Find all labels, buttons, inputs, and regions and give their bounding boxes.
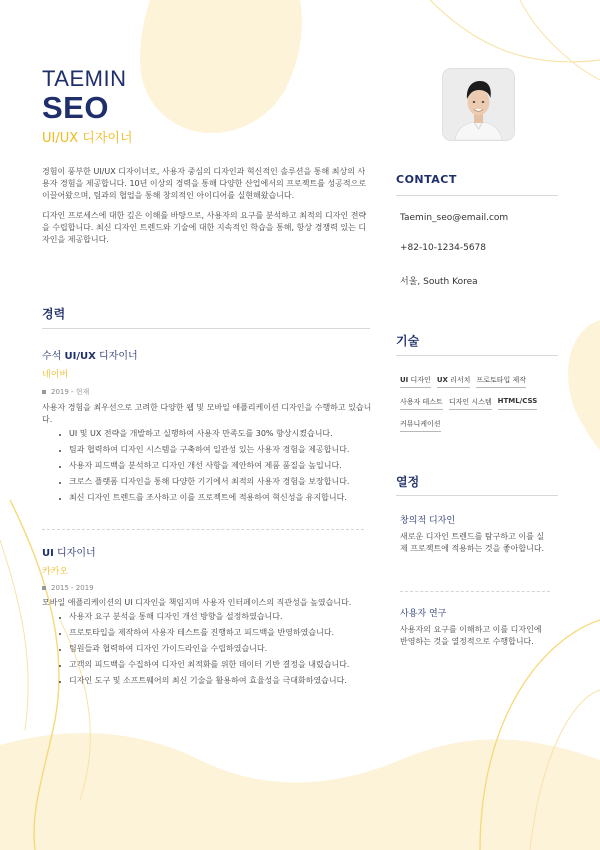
- intro-section: [42, 166, 370, 254]
- job-title: UI/UX 디자이너: [42, 131, 133, 146]
- job-entry-2: [42, 544, 372, 691]
- passion-heading: 열정: [396, 475, 420, 489]
- skill-tag: HTML/CSS: [498, 396, 538, 410]
- first-name: TAEMIN: [42, 66, 127, 91]
- job-company: 카카오: [42, 567, 69, 577]
- list-item: • 최신 디자인 트렌드를 조사하고 이를 프로젝트에 적용하여 혁신성을 유지합니다.: [69, 492, 372, 503]
- square-bullet-icon: [42, 586, 46, 590]
- passion-item-2: [400, 606, 550, 648]
- job-separator: [42, 529, 364, 530]
- contact-heading: CONTACT: [396, 173, 457, 186]
- passion-separator: [400, 591, 550, 592]
- job-role: 수석 UI/UX 디자이너: [42, 351, 138, 362]
- skill-tag: 디자인 시스템: [449, 396, 492, 410]
- job-role: UI 디자이너: [42, 548, 96, 559]
- job-bullets: [42, 611, 372, 686]
- contact-divider: [396, 195, 558, 196]
- profile-photo: [443, 69, 514, 140]
- skills-divider: [396, 355, 558, 356]
- skills-heading: 기술: [396, 334, 420, 348]
- contact-phone[interactable]: +82-10-1234-5678: [400, 243, 486, 253]
- list-item: • 팀과 협력하여 디자인 시스템을 구축하여 일관성 있는 사용자 경험을 제공합니다.: [69, 444, 372, 455]
- job-summary: 사용자 경험을 최우선으로 고려한 다양한 웹 및 모바일 애플리케이션 디자인을 수행하고 있습니다.: [42, 403, 372, 424]
- passion-divider: [396, 495, 558, 496]
- skill-tag: UX 리서치: [437, 374, 471, 388]
- list-item: • 팀원들과 협력하여 디자인 가이드라인을 수립하였습니다.: [69, 643, 372, 654]
- job-bullets: [42, 428, 372, 503]
- list-item: • 사용자 피드백을 분석하고 디자인 개선 사항을 제안하여 제품 품질을 높입니다.: [69, 460, 372, 471]
- job-period: 2015 - 2019: [42, 584, 372, 592]
- passion-title: 사용자 연구: [400, 609, 447, 619]
- list-item: • 프로토타입을 제작하여 사용자 테스트를 진행하고 피드백을 반영하였습니다.: [69, 627, 372, 638]
- contact-location: 서울, South Korea: [400, 277, 478, 287]
- list-item: • 디자인 도구 및 소프트웨어의 최신 기술을 활용하여 효율성을 극대화하였습니다.: [69, 675, 372, 686]
- job-summary: 모바일 애플리케이션의 UI 디자인을 책임지며 사용자 인터페이스의 직관성을 높였습니다.: [42, 598, 352, 607]
- list-item: • 고객의 피드백을 수집하여 디자인 최적화를 위한 데이터 기반 결정을 내렸습니다.: [69, 659, 372, 670]
- skills-tags: [400, 374, 560, 440]
- intro-paragraph-2: 디자인 프로세스에 대한 깊은 이해를 바탕으로, 사용자의 요구를 분석하고 최적의 디자인 전략을 수립합니다. 최신 디자인 트렌드와 기술에 대한 지속적인 학습을 통해, 항상 경쟁력 있는 디자인을 제공합니다.: [42, 211, 367, 244]
- list-item: • 크로스 플랫폼 디자인을 통해 다양한 기기에서 최적의 사용자 경험을 보장합니다.: [69, 476, 372, 487]
- experience-heading: 경력: [42, 307, 66, 321]
- list-item: • 사용자 요구 분석을 통해 디자인 개선 방향을 설정하였습니다.: [69, 611, 372, 622]
- skill-tag: 프로토타입 제작: [476, 374, 526, 388]
- experience-divider: [42, 328, 370, 329]
- person-avatar-icon: [443, 69, 514, 140]
- passion-desc: 새로운 디자인 트렌드를 탐구하고 이를 실제 프로젝트에 적용하는 것을 좋아합니다.: [400, 532, 545, 553]
- passion-desc: 사용자의 요구를 이해하고 이를 디자인에 반영하는 것을 열정적으로 수행합니다.: [400, 625, 542, 646]
- intro-paragraph-1: 경험이 풍부한 UI/UX 디자이너로, 사용자 중심의 디자인과 혁신적인 솔루션을 통해 최상의 사용자 경험을 제공합니다. 10년 이상의 경력을 통해 다양한 산업에서의 프로젝트를 성공적으로 이끌어왔으며, 팀과의 협업을 통해 창의적인 아이디어를 실현해왔습니다.: [42, 167, 367, 200]
- job-entry-1: [42, 347, 372, 508]
- last-name: SEO: [42, 90, 109, 125]
- list-item: • UI 및 UX 전략을 개발하고 실행하여 사용자 만족도를 30% 향상시켰습니다.: [69, 428, 372, 439]
- skill-tag: 커뮤니케이션: [400, 418, 441, 432]
- passion-title: 창의적 디자인: [400, 516, 456, 526]
- skill-tag: 사용자 테스트: [400, 396, 443, 410]
- job-company: 네이버: [42, 370, 69, 380]
- square-bullet-icon: [42, 390, 46, 394]
- contact-email[interactable]: Taemin_seo@email.com: [400, 213, 509, 223]
- passion-item-1: [400, 513, 550, 555]
- job-period: 2019 - 현재: [42, 387, 372, 397]
- skill-tag: UI 디자인: [400, 374, 431, 388]
